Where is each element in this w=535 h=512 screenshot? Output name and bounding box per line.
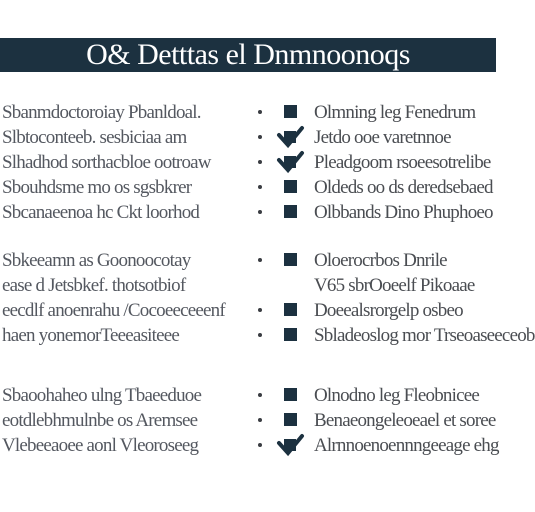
checklist-item-label: Oloerocrbos Dnrile [314, 249, 447, 271]
checklist-item [256, 298, 512, 323]
checklist-item [256, 248, 512, 273]
item-marker [256, 175, 314, 200]
left-line: Sbanmdoctoroiay Pbanldoal. [2, 102, 201, 123]
bullet-icon [258, 185, 262, 189]
left-line: Slbtoconteeb. sesbiciaa am [2, 127, 187, 148]
left-section-3 [2, 383, 224, 458]
checklist-item-label: Doeealsrorgelp osbeo [314, 299, 463, 321]
checklist-item-label: Jetdo ooe varetnnoe [314, 126, 451, 148]
item-marker [256, 100, 314, 125]
item-marker [256, 323, 314, 348]
left-line: Sbcanaeenoa hc Ckt loorhod [2, 202, 200, 223]
square-icon [284, 205, 297, 218]
checklist-item-label: Sbladeoslog mor Trseoaseeceob [314, 324, 535, 346]
left-section-2 [2, 248, 224, 348]
left-column [2, 100, 224, 458]
bullet-icon [258, 258, 262, 262]
checklist-item [256, 200, 512, 225]
square-icon [284, 105, 297, 118]
item-marker [256, 200, 314, 225]
checklist-item-label: Benaeongeleoeael et soree [314, 409, 496, 431]
left-line: eotdlebhmulnbe os Aremsee [2, 410, 198, 431]
checklist-item [256, 273, 512, 298]
square-icon [284, 303, 297, 316]
item-marker [256, 408, 314, 433]
checkmark-icon [276, 125, 304, 151]
page-title: O& Detttas el Dnmnoonoqs [86, 38, 410, 71]
bullet-icon [258, 135, 262, 139]
left-section-1 [2, 100, 224, 225]
bullet-icon [258, 443, 262, 447]
item-marker [256, 433, 314, 458]
item-marker [256, 383, 314, 408]
item-marker [256, 125, 314, 150]
bullet-icon [258, 418, 262, 422]
checklist-item-label: Oldeds oo ds deredsebaed [314, 176, 493, 198]
checklist-item-label: Alrnnoenoennngeeage ehg [314, 434, 499, 456]
right-section-1 [256, 100, 512, 225]
left-line: Slhadhod sorthacbloe ootroaw [2, 152, 211, 173]
left-line: ease d Jetsbkef. thotsotbiof [2, 275, 186, 296]
item-marker [256, 150, 314, 175]
bullet-icon [258, 393, 262, 397]
right-section-3 [256, 383, 512, 458]
item-marker [256, 298, 314, 323]
checklist-item-label: Olbbands Dino Phuphoeo [314, 201, 493, 223]
square-icon [284, 253, 297, 266]
left-line: Sbouhdsme mo os sgsbkrer [2, 177, 192, 198]
checklist-item-label: V65 sbrOoeelf Pikoaae [314, 274, 475, 296]
bullet-icon [258, 333, 262, 337]
item-marker [256, 248, 314, 273]
title-banner [0, 38, 496, 72]
checkmark-icon [276, 150, 304, 176]
left-line: Vlebeeaoee aonl Vleoroseeg [2, 435, 199, 456]
item-marker [256, 273, 314, 298]
checklist-item [256, 323, 535, 348]
checklist-item [256, 175, 512, 200]
left-line: eecdlf anoenrahu /Cocoeeceeenf [2, 300, 225, 321]
checklist-item [256, 100, 512, 125]
right-column [256, 100, 535, 458]
checklist-item-label: Olnodno leg Fleobnicee [314, 384, 479, 406]
bullet-icon [258, 160, 262, 164]
left-line: Sbaoohaheo ulng Tbaeeduoe [2, 385, 202, 406]
checklist-item [256, 150, 512, 175]
checklist-item-label: Pleadgoom rsoeesotrelibe [314, 151, 491, 173]
square-icon [284, 413, 297, 426]
checklist-item [256, 433, 512, 458]
square-icon [284, 388, 297, 401]
square-icon [284, 328, 297, 341]
checklist-item [256, 408, 512, 433]
bullet-icon [258, 210, 262, 214]
bullet-icon [258, 308, 262, 312]
right-section-2 [256, 248, 535, 348]
square-icon [284, 180, 297, 193]
checklist-item [256, 383, 512, 408]
checklist-item [256, 125, 512, 150]
checklist-item-label: Olmning leg Fenedrum [314, 101, 476, 123]
checkmark-icon [276, 433, 304, 459]
bullet-icon [258, 110, 262, 114]
left-line: Sbkeeamn as Goonoocotay [2, 250, 191, 271]
left-line: haen yonemorTeeeasiteee [2, 325, 180, 346]
